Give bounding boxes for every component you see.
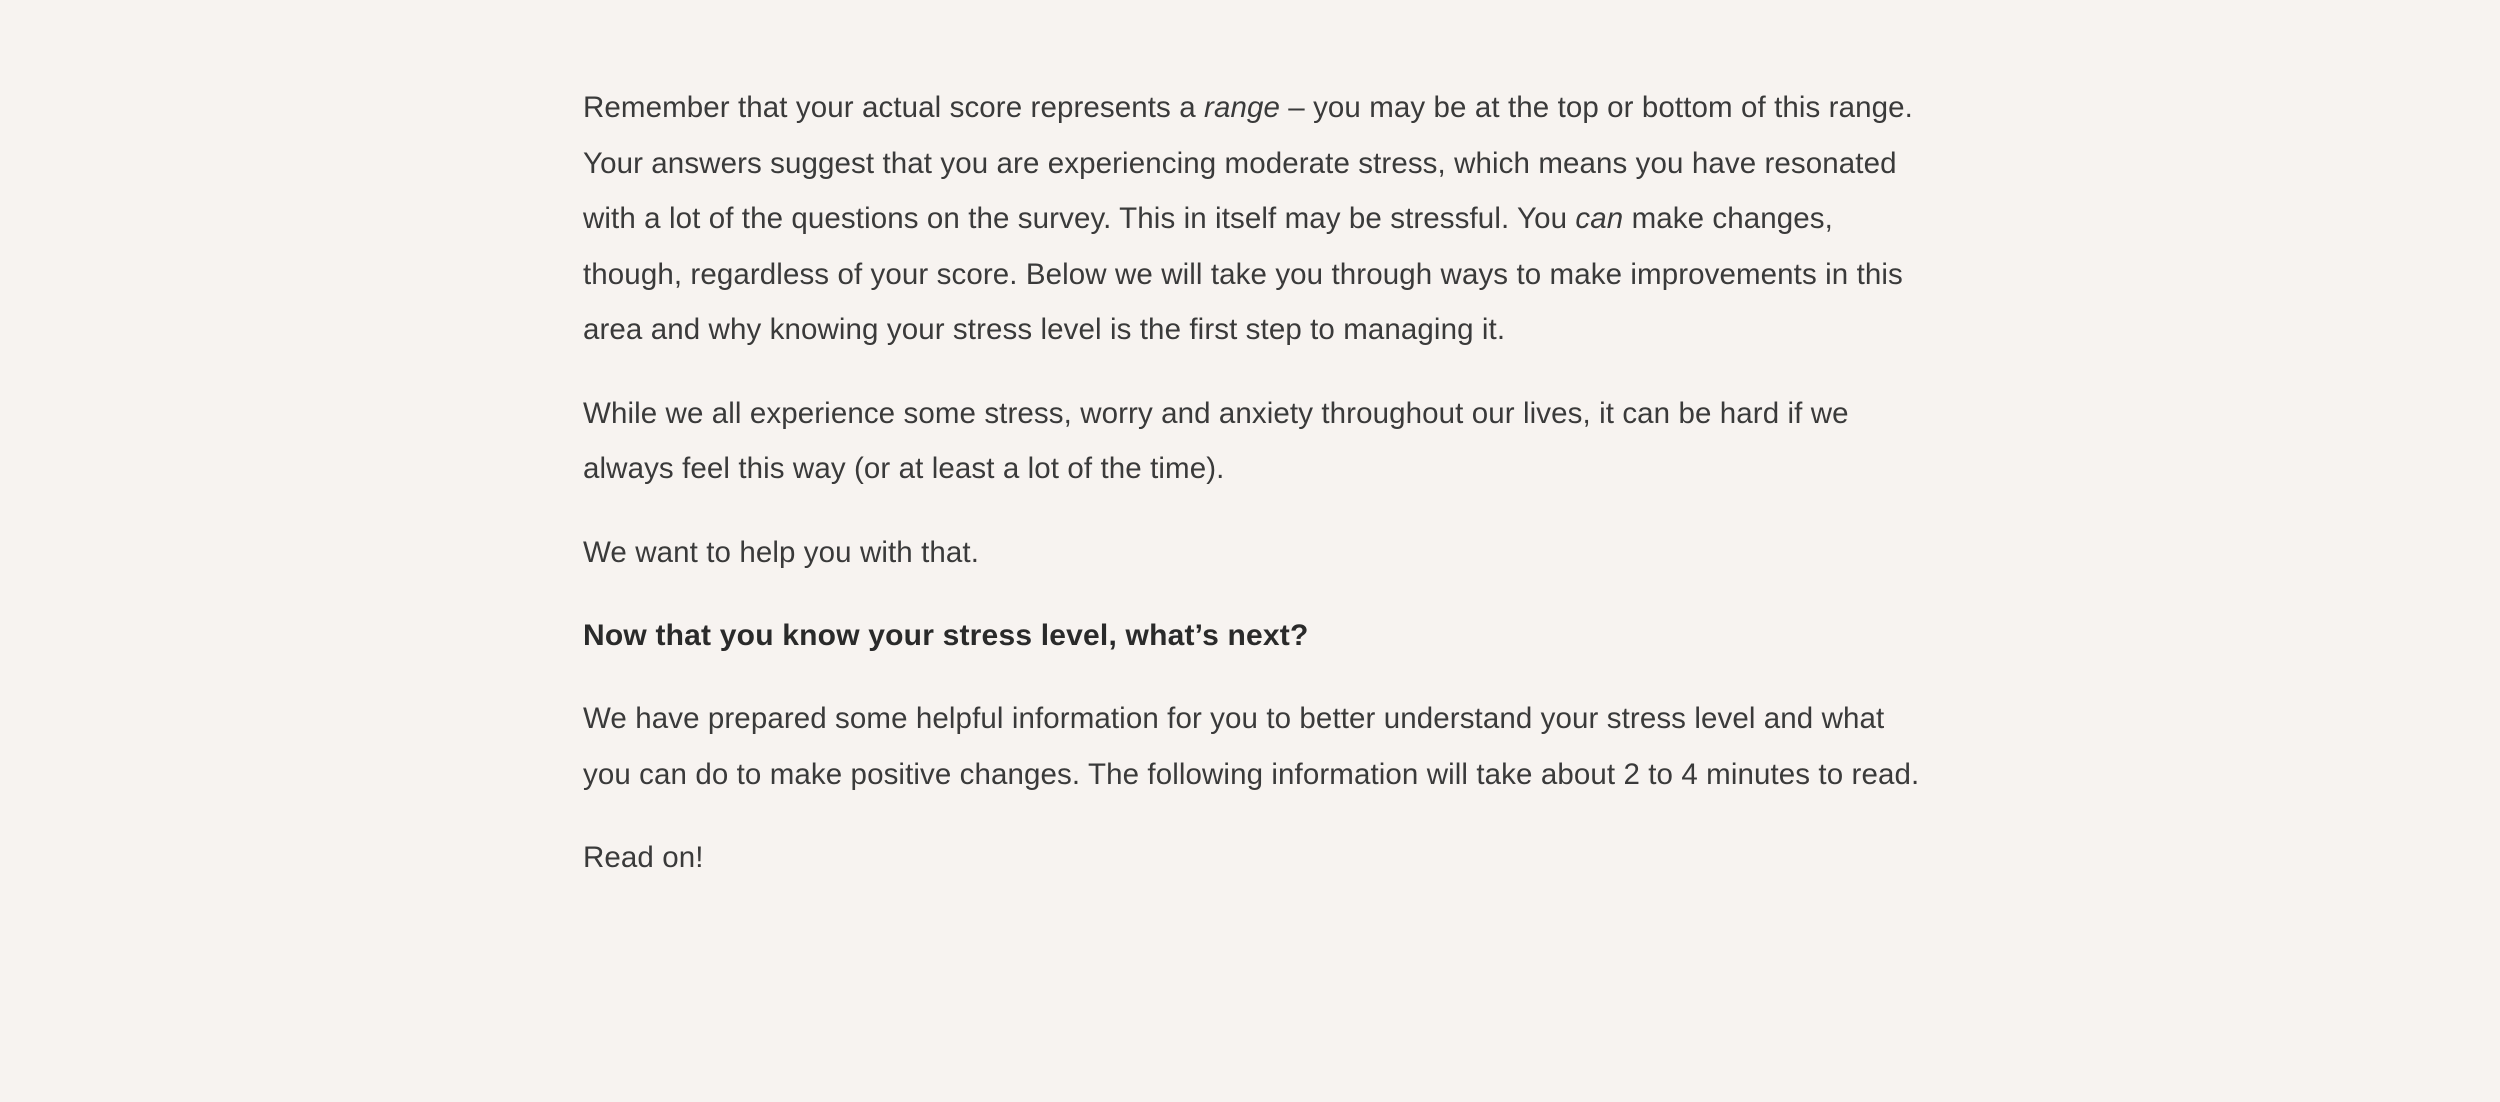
range-emphasis: range [1204,91,1280,124]
whats-next-heading: Now that you know your stress level, what’s next? [583,619,1309,652]
helpful-information-paragraph: We have prepared some helpful information for you to better understand your stress level and what you can do to make positive changes. The following information will take about 2 to 4 minutes to read. [583,702,1920,791]
stress-experience-paragraph: While we all experience some stress, worry and anxiety throughout our lives, it can be hard if we always feel this way (or at least a lot of the time). [583,396,1849,485]
score-range-text-end: make changes, though, regardless of your score. Below we will take you through ways to make improvements in this area and why knowing your stress level is the first step to managing it. [583,202,1903,346]
score-range-paragraph [583,80,1928,358]
read-on-paragraph: Read on! [583,841,704,874]
score-range-text-middle: – you may be at the top or bottom of this range. Your answers suggest that you are experiencing moderate stress, which means you have resonated with a lot of the questions on the survey. This in itself may be stressful. You [583,91,1913,235]
can-emphasis: can [1575,202,1624,235]
results-article [583,80,1928,914]
score-range-text-start: Remember that your actual score represents a [583,91,1205,124]
help-paragraph: We want to help you with that. [583,535,980,569]
